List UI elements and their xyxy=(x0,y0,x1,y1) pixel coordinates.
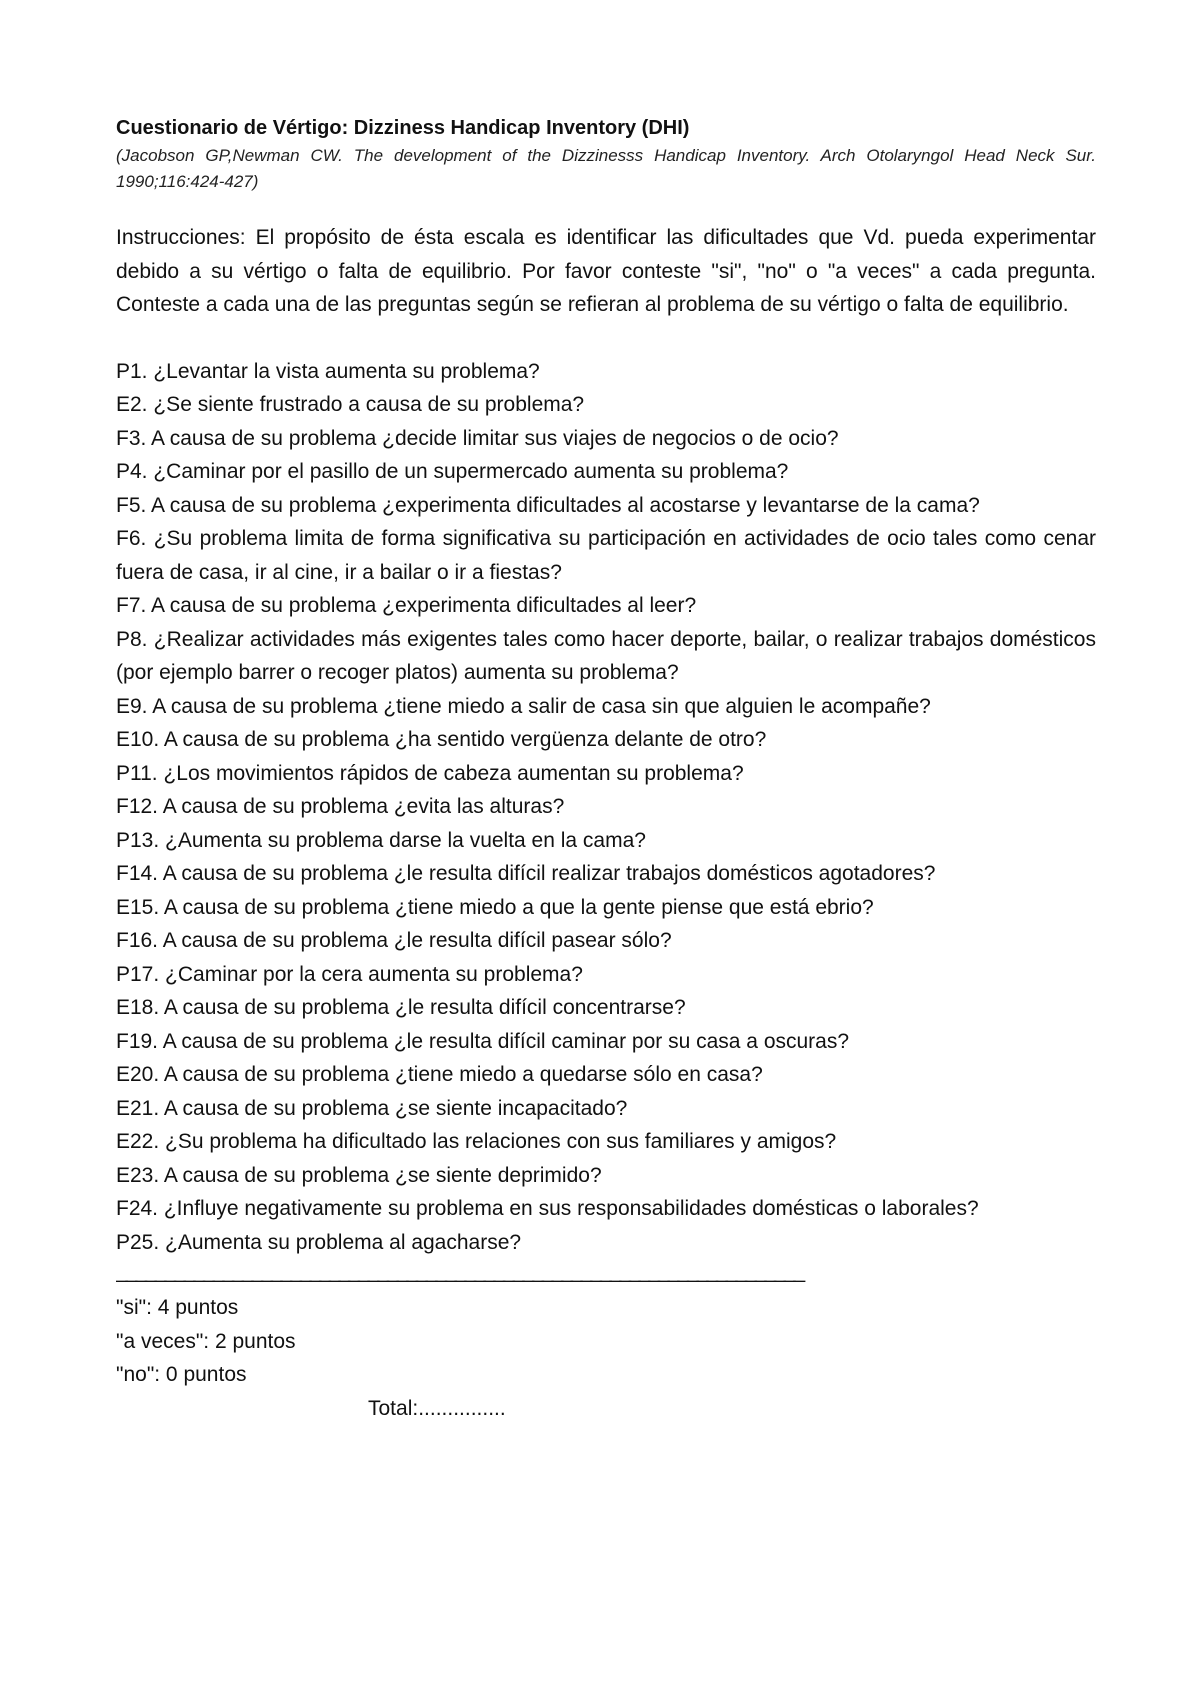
question-item: E9. A causa de su problema ¿tiene miedo a salir de casa sin que alguien le acompañe? xyxy=(116,694,931,718)
question-item: F24. ¿Influye negativamente su problema en sus responsabilidades domésticas o laborales? xyxy=(116,1197,979,1220)
question-item: E18. A causa de su problema ¿le resulta difícil concentrarse? xyxy=(116,996,686,1019)
question-item: F5. A causa de su problema ¿experimenta dificultades al acostarse y levantarse de la cama? xyxy=(116,493,980,517)
question-item: P8. ¿Realizar actividades más exigentes tales como hacer deporte, bailar, o realizar trabajos domésticos (por ejemplo barrer o recoger platos) aumenta su problema? xyxy=(116,627,1096,684)
question-item: E10. A causa de su problema ¿ha sentido vergüenza delante de otro? xyxy=(116,728,767,751)
question-item: F3. A causa de su problema ¿decide limitar sus viajes de negocios o de ocio? xyxy=(116,426,839,450)
question-item: E15. A causa de su problema ¿tiene miedo a que la gente piense que está ebrio? xyxy=(116,895,874,919)
question-item: P4. ¿Caminar por el pasillo de un supermercado aumenta su problema? xyxy=(116,460,789,483)
question-item: F16. A causa de su problema ¿le resulta difícil pasear sólo? xyxy=(116,929,672,952)
question-item: F14. A causa de su problema ¿le resulta difícil realizar trabajos domésticos agotadores? xyxy=(116,862,936,885)
question-item: P11. ¿Los movimientos rápidos de cabeza aumentan su problema? xyxy=(116,761,744,785)
document-title: Cuestionario de Vértigo: Dizziness Handicap Inventory (DHI) xyxy=(116,117,690,139)
scoring-item: "si": 4 puntos xyxy=(116,1296,239,1319)
question-item: E20. A causa de su problema ¿tiene miedo a quedarse sólo en casa? xyxy=(116,1063,763,1086)
citation: (Jacobson GP,Newman CW. The development of the Dizzinesss Handicap Inventory. Arch Otolaryngol Head Neck Sur. 1990;116:424-427) xyxy=(116,146,1096,191)
divider-line: _______________________________________________________________________ xyxy=(116,1260,804,1283)
question-item: P25. ¿Aumenta su problema al agacharse? xyxy=(116,1230,522,1254)
question-item: F6. ¿Su problema limita de forma significativa su participación en actividades de ocio tales como cenar fuera de casa, ir al cine, ir a bailar o ir a fiestas? xyxy=(116,527,1096,584)
scoring-item: "no": 0 puntos xyxy=(116,1363,247,1386)
question-item: P13. ¿Aumenta su problema darse la vuelta en la cama? xyxy=(116,828,646,852)
scoring-list xyxy=(116,1291,1096,1392)
question-item: E2. ¿Se siente frustrado a causa de su problema? xyxy=(116,393,585,416)
question-item: F7. A causa de su problema ¿experimenta dificultades al leer? xyxy=(116,594,697,617)
instructions-paragraph: Instrucciones: El propósito de ésta escala es identificar las dificultades que Vd. pueda experimentar debido a su vértigo o falta de equilibrio. Por favor conteste "si", "no" o "a veces" a cada pregunta. Conteste a cada una de las preguntas según se refieran al problema de su vértigo o falta de equilibrio. xyxy=(116,226,1096,316)
question-item: P17. ¿Caminar por la cera aumenta su problema? xyxy=(116,962,583,986)
question-item: E22. ¿Su problema ha dificultado las relaciones con sus familiares y amigos? xyxy=(116,1130,837,1153)
scoring-item: "a veces": 2 puntos xyxy=(116,1329,296,1353)
question-item: P1. ¿Levantar la vista aumenta su problema? xyxy=(116,359,540,383)
question-item: F19. A causa de su problema ¿le resulta difícil caminar por su casa a oscuras? xyxy=(116,1029,850,1053)
question-item: F12. A causa de su problema ¿evita las alturas? xyxy=(116,795,565,818)
question-list xyxy=(116,355,1096,1260)
document-page xyxy=(116,114,1096,1425)
question-item: E21. A causa de su problema ¿se siente incapacitado? xyxy=(116,1096,628,1120)
total-field: Total:............... xyxy=(368,1396,506,1420)
question-item: E23. A causa de su problema ¿se siente deprimido? xyxy=(116,1163,602,1187)
